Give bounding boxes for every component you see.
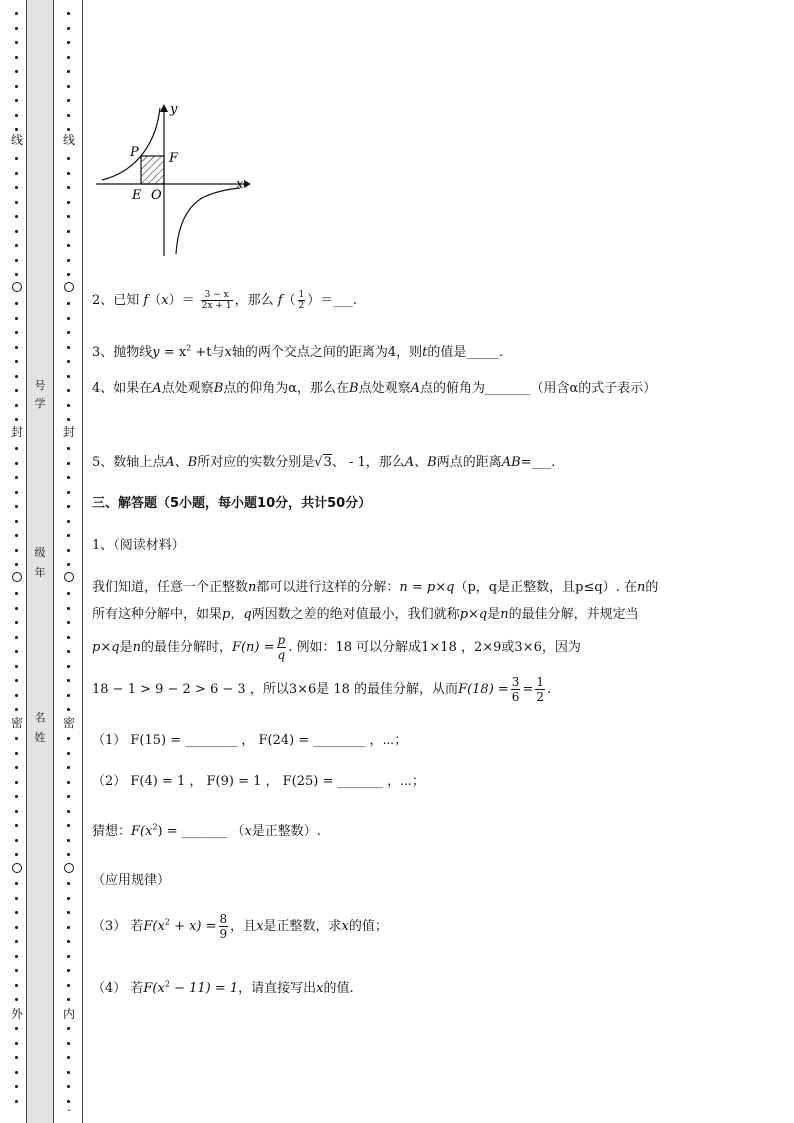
outer-circle-2 [12,572,22,582]
binding-dot [15,462,18,465]
binding-dot [15,911,18,914]
label-O: O [151,188,162,203]
sqrt-symbol: √ [314,455,323,470]
binding-dot [15,636,18,639]
binding-dot [15,128,18,131]
binding-dot [15,447,18,450]
binding-dot [67,592,70,595]
binding-dot [67,186,70,189]
binding-dot [67,201,70,204]
binding-dot [67,505,70,508]
binding-dot [67,491,70,494]
binding-rule [82,0,83,1123]
binding-dot [15,85,18,88]
binding-dot [15,186,18,189]
binding-dot [67,1100,70,1103]
binding-dot [67,85,70,88]
binding-dot [67,520,70,523]
binding-dot [15,853,18,856]
binding-dot [15,1042,18,1045]
binding-dot [15,215,18,218]
binding-dot [15,955,18,958]
binding-dot [67,607,70,610]
binding-dot [67,853,70,856]
binding-dot [67,882,70,885]
binding-dot [67,1071,70,1074]
binding-dot [67,56,70,59]
problem-1-line-3: p×q是n的最佳分解时，F(n) = $\frac{p}{q}$ . 例如：18 可以分解成1×18 ，2×9或3×6，因为 [92,633,581,662]
field-ji: 级 [34,546,46,559]
binding-dot [15,969,18,972]
binding-dot [67,172,70,175]
binding-dot [67,1042,70,1045]
binding-dot [15,534,18,537]
outer-dotted-line [10,0,24,1123]
binding-dot [67,911,70,914]
binding-dot [15,99,18,102]
binding-dot [15,27,18,30]
problem-1-line-1: 我们知道，任意一个正整数n都可以进行这样的分解：n = p×q（p，q是正整数，且p≤q）. 在n的 [92,580,659,595]
binding-dot [15,230,18,233]
binding-dot [67,389,70,392]
problem-1-line-4: 18 − 1 > 9 − 2 > 6 − 3 ，所以3×6是 18 的最佳分解，从而F(18) = $\frac{3}{6}$ = $\frac{1}{2}$ . [92,675,552,704]
binding-dot [15,781,18,784]
binding-dot [15,984,18,987]
hyperbola-figure [94,96,254,261]
binding-dot [67,1085,70,1088]
problem-1-line-2: 所有这种分解中，如果p，q两因数之差的绝对值最小，我们就称p×q是n的最佳分解，并规定当 [92,607,639,622]
binding-dot [67,940,70,943]
binding-dot [67,969,70,972]
fraction-1-2: $\frac{1}{2}$ [536,675,544,704]
binding-dot [67,27,70,30]
inner-circle-2 [64,572,74,582]
outer-mark-mi: 密 [10,716,23,730]
binding-dot [15,897,18,900]
label-F: F [169,151,179,166]
binding-dot [15,1071,18,1074]
binding-dot [15,476,18,479]
binding-dot [67,766,70,769]
outer-circle-1 [12,282,22,292]
binding-dot [67,752,70,755]
fraction-8-9: $\frac{8}{9}$ [219,912,228,941]
binding-dot [67,1056,70,1059]
binding-dot [67,650,70,653]
binding-dot [67,955,70,958]
outer-circle-3 [12,863,22,873]
binding-dot [15,201,18,204]
binding-dot [67,462,70,465]
x-axis-arrow [244,180,251,188]
hyperbola-right-branch [176,188,240,254]
binding-dot [15,114,18,117]
binding-dot [15,302,18,305]
binding-dot [67,534,70,537]
sub-question-4: （4） 若$F(x^2 - 11) = 1$，请直接写出x的值. [92,979,354,996]
binding-dot [15,766,18,769]
inner-circle-1 [64,282,74,292]
binding-dot [15,491,18,494]
binding-dot [15,998,18,1001]
binding-dot [67,375,70,378]
question-5: 5、数轴上点A、B所对应的实数分别是√3、 - 1，那么A、B两点的距离AB=___. [92,455,556,470]
inner-mark-xian: 线 [62,133,75,147]
inner-dash: - [62,1104,76,1118]
y-axis-arrow [160,104,168,112]
label-x: x [236,177,244,192]
binding-dot [67,418,70,421]
binding-dot [67,331,70,334]
shaded-rectangle [141,156,164,184]
binding-dot [15,679,18,682]
outer-mark-wai: 外 [10,1007,23,1021]
binding-dot [15,810,18,813]
binding-dot [67,476,70,479]
binding-dot [15,549,18,552]
field-xing: 姓 [34,731,46,744]
binding-dot [67,99,70,102]
fraction-3-6: $\frac{3}{6}$ [511,675,520,704]
binding-dot [15,1056,18,1059]
binding-dot [15,940,18,943]
binding-dot [67,984,70,987]
binding-dot [67,694,70,697]
binding-dot [67,781,70,784]
apply-rule-heading: （应用规律） [92,873,171,888]
sub-question-2: （2） F(4) = 1 ， F(9) = 1 ， F(25) = _______ ，⋯； [92,774,425,789]
binding-dot [15,1100,18,1103]
conjecture: 猜想：$F(x^2)$ = _______ （x是正整数）. [92,822,321,839]
binding-dot [15,317,18,320]
binding-dot [15,621,18,624]
question-4: 4、如果在A点处观察B点的仰角为α，那么在B点处观察A点的俯角为_______（用含α的式子表示） [92,381,657,396]
binding-dot [67,317,70,320]
binding-dot [67,244,70,247]
binding-dot [15,1027,18,1030]
binding-dot [67,215,70,218]
binding-dot [67,404,70,407]
binding-dot [15,70,18,73]
binding-dot [67,636,70,639]
binding-dot [15,563,18,566]
binding-dot [67,839,70,842]
binding-dot [67,302,70,305]
binding-dot [15,375,18,378]
problem-1-title: 1、（阅读材料） [92,538,185,553]
fraction-q2: $\frac{3 - x}{2x + 1}$ [201,290,232,311]
binding-dot [67,1027,70,1030]
binding-dot [67,70,70,73]
outer-mark-feng: 封 [10,425,23,439]
binding-dot [67,230,70,233]
binding-dot [67,360,70,363]
binding-dot [15,12,18,15]
binding-dot [67,549,70,552]
binding-dot [15,346,18,349]
binding-dot [15,41,18,44]
binding-dot [67,737,70,740]
inner-mark-mi: 密 [62,716,75,730]
binding-dot [67,114,70,117]
binding-dot [15,157,18,160]
field-hao: 号 [34,379,46,392]
binding-dot [67,259,70,262]
binding-dot [67,621,70,624]
binding-dot [15,795,18,798]
binding-dot [67,563,70,566]
question-3: 3、抛物线$y = x^2 +t$与x轴的两个交点之间的距离为4，则t的值是_____. [92,343,503,360]
binding-dot [67,157,70,160]
binding-dot [15,737,18,740]
fraction-p-over-q: $\frac{p}{q}$ [277,633,286,662]
outer-mark-xian: 线 [10,133,23,147]
binding-dot [67,273,70,276]
binding-dot [67,795,70,798]
binding-dot [15,172,18,175]
binding-dot [15,520,18,523]
binding-dot [15,56,18,59]
binding-dot [67,926,70,929]
binding-dot [67,12,70,15]
binding-dot [15,694,18,697]
question-2: 2、已知 f（x）＝ $\frac{3 - x}{2x + 1}$ ，那么 f（ $\frac{1}{2}$ ）＝___. [92,290,357,311]
inner-mark-nei: 内 [62,1007,75,1021]
binding-dot [67,897,70,900]
binding-dot [15,244,18,247]
binding-dot [15,389,18,392]
binding-dot [15,839,18,842]
field-nian: 年 [34,566,46,579]
binding-dot [67,679,70,682]
binding-dot [15,607,18,610]
binding-dot [15,708,18,711]
binding-dot [15,259,18,262]
section-3-heading: 三、解答题（5小题，每小题10分，共计50分） [92,496,372,511]
label-y: y [170,102,178,117]
field-ming: 名 [34,711,46,724]
binding-dot [15,752,18,755]
binding-margin [0,0,84,1123]
binding-dot [67,665,70,668]
binding-dot [67,998,70,1001]
binding-dot [15,882,18,885]
binding-dot [15,650,18,653]
binding-dot [67,810,70,813]
sub-question-3: （3） 若$F(x^2 + x)$ = $\frac{8}{9}$ ，且x是正整数，求x的值； [92,912,388,941]
inner-mark-feng: 封 [62,425,75,439]
label-E: E [132,188,142,203]
binding-dot [67,41,70,44]
binding-dot [67,346,70,349]
student-info-strip [26,0,54,1123]
binding-dot [15,360,18,363]
binding-dot [15,273,18,276]
binding-dot [15,592,18,595]
sub-question-1: （1） F(15) = ________ ， F(24) = ________ ，⋯； [92,733,408,748]
binding-dot [67,824,70,827]
binding-dot [15,665,18,668]
fraction-half: $\frac{1}{2}$ [298,290,305,311]
binding-dot [15,1085,18,1088]
binding-dot [15,926,18,929]
inner-circle-3 [64,863,74,873]
binding-dot [15,418,18,421]
binding-dot [15,331,18,334]
inner-dotted-line [62,0,76,1123]
field-xue: 学 [34,397,46,410]
binding-dot [67,128,70,131]
binding-dot [15,505,18,508]
binding-dot [67,447,70,450]
binding-dot [15,824,18,827]
binding-dot [15,404,18,407]
label-P: P [130,145,139,160]
binding-dot [67,708,70,711]
